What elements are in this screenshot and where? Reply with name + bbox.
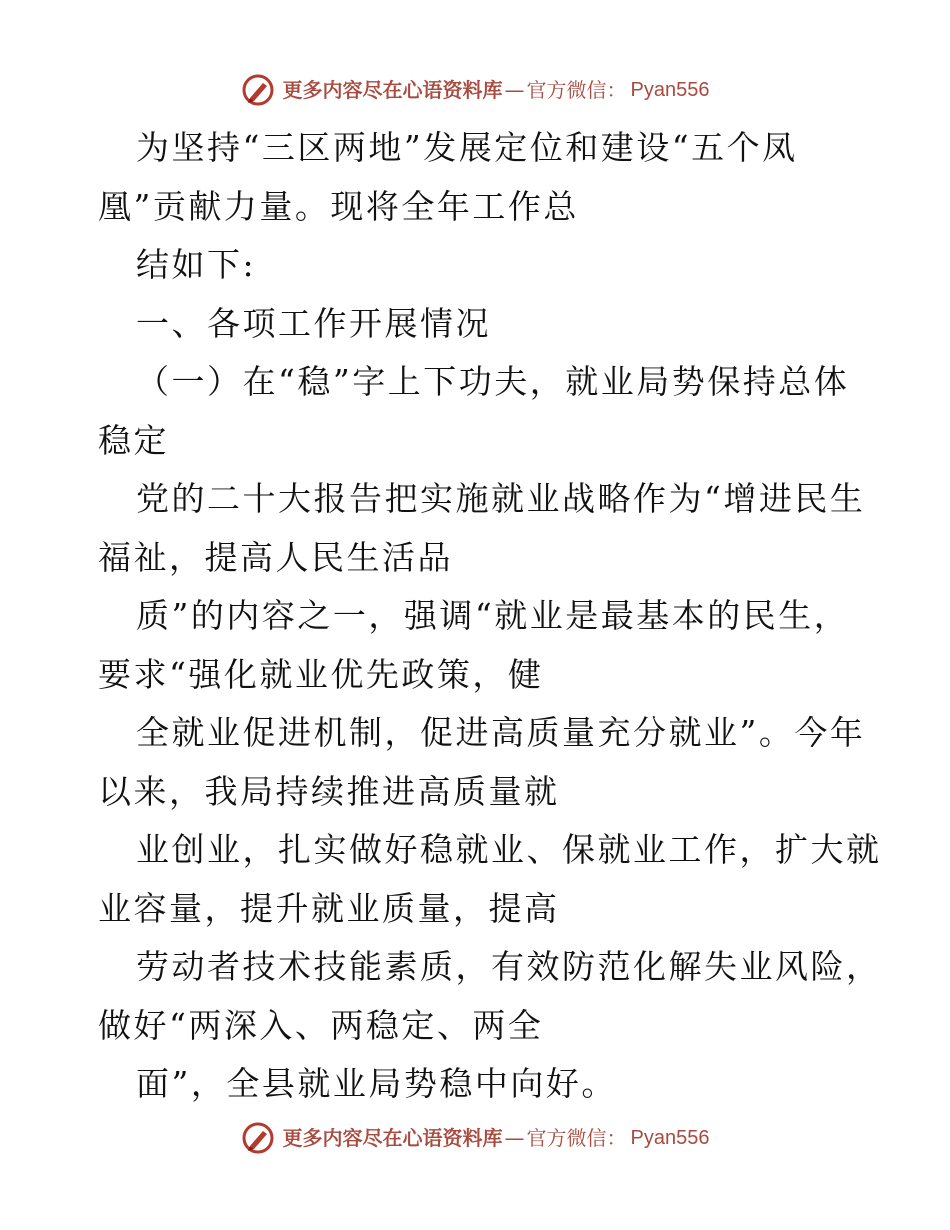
- body-line: 福祉，提高人民生活品: [98, 537, 453, 577]
- logo-pen-icon: [241, 73, 275, 107]
- body-line: 以来，我局持续推进高质量就: [98, 771, 560, 811]
- body-line: 做好“两深入、两稳定、两全: [98, 1005, 544, 1045]
- footer-banner: [0, 1118, 950, 1158]
- body-line: 业创业，扎实做好稳就业、保就业工作，扩大就: [136, 830, 882, 869]
- section-heading: 一、各项工作开展情况: [136, 303, 491, 343]
- header-banner-separator: —: [504, 78, 525, 102]
- body-line: 业容量，提升就业质量，提高: [98, 888, 560, 928]
- body-line: 凰”贡献力量。现将全年工作总: [98, 186, 579, 226]
- logo-pen-icon: [241, 1121, 275, 1155]
- header-banner-main: 更多内容尽在心语资料库: [282, 78, 503, 102]
- header-banner-text: [283, 80, 710, 100]
- footer-banner-sub: 官方微信：: [526, 1126, 627, 1150]
- footer-banner-text: [283, 1128, 710, 1148]
- footer-banner-separator: —: [504, 1126, 525, 1150]
- document-body: [98, 119, 882, 1114]
- body-line: 为坚持“三区两地”发展定位和建设“五个凤: [136, 128, 798, 167]
- body-line: 质”的内容之一，强调“就业是最基本的民生，: [136, 596, 850, 635]
- header-banner-id: Pyan556: [630, 79, 710, 101]
- body-line: 要求“强化就业优先政策，健: [98, 654, 544, 694]
- body-line: 劳动者技术技能素质，有效防范化解失业风险，: [136, 947, 882, 986]
- body-line: 全就业促进机制，促进高质量充分就业”。今年: [136, 713, 866, 752]
- body-line: 面”，全县就业局势稳中向好。: [136, 1064, 617, 1103]
- body-line: 结如下:: [136, 245, 257, 284]
- subsection-heading: （一）在“稳”字上下功夫，就业局势保持总体: [136, 362, 850, 401]
- body-line: 党的二十大报告把实施就业战略作为“增进民生: [136, 479, 866, 518]
- footer-banner-id: Pyan556: [630, 1127, 710, 1149]
- footer-banner-main: 更多内容尽在心语资料库: [282, 1126, 503, 1150]
- subsection-heading-cont: 稳定: [98, 420, 169, 460]
- header-banner-sub: 官方微信：: [526, 78, 627, 102]
- header-banner: [0, 70, 950, 110]
